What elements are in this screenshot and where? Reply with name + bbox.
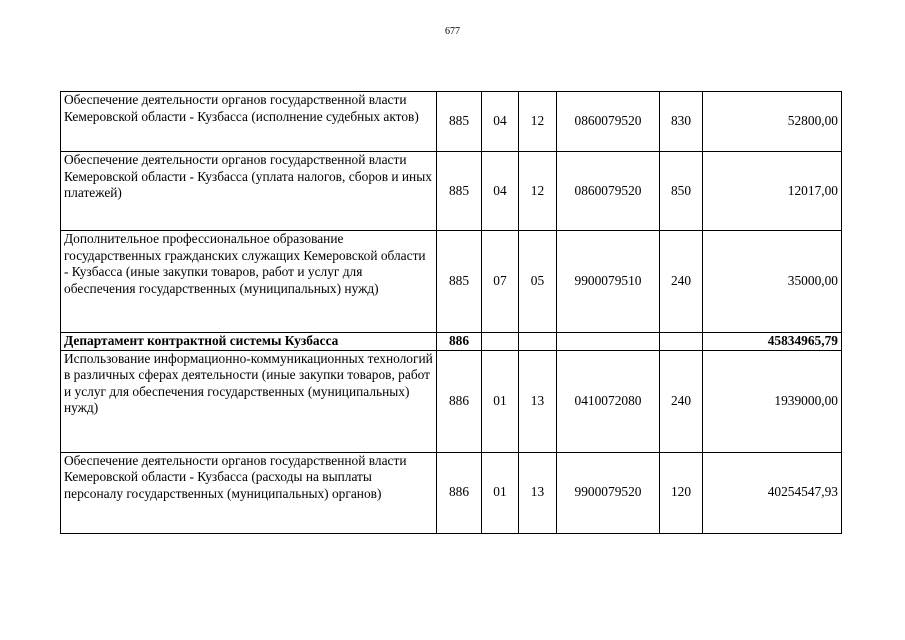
department-total: 45834965,79 xyxy=(703,333,842,351)
page-number: 677 xyxy=(445,26,460,37)
section-code: 07 xyxy=(482,231,519,333)
section-code: 01 xyxy=(482,350,519,452)
expense-type-code: 240 xyxy=(660,231,703,333)
subsection-code: 13 xyxy=(519,452,557,533)
subsection-code: 12 xyxy=(519,152,557,231)
subsection-code: 12 xyxy=(519,92,557,152)
row-name: Обеспечение деятельности органов государственной власти Кемеровской области - Кузбасса (уплата налогов, сборов и иных платежей) xyxy=(61,152,437,231)
ministry-code: 885 xyxy=(437,231,482,333)
table-row xyxy=(61,231,842,333)
department-name: Департамент контрактной системы Кузбасса xyxy=(61,333,437,351)
amount: 40254547,93 xyxy=(703,452,842,533)
amount: 1939000,00 xyxy=(703,350,842,452)
budget-table xyxy=(60,91,842,534)
expense-type-code: 120 xyxy=(660,452,703,533)
table-row xyxy=(61,152,842,231)
expense-type-code: 830 xyxy=(660,92,703,152)
table-row xyxy=(61,350,842,452)
amount: 12017,00 xyxy=(703,152,842,231)
section-code: 01 xyxy=(482,452,519,533)
section-code: 04 xyxy=(482,152,519,231)
subsection-code: 05 xyxy=(519,231,557,333)
expense-type-code: 850 xyxy=(660,152,703,231)
section-code xyxy=(482,333,519,351)
expense-type-code: 240 xyxy=(660,350,703,452)
subsection-code xyxy=(519,333,557,351)
row-name: Использование информационно-коммуникационных технологий в различных сферах деятельности (иные закупки товаров, работ и услуг для обеспечения государственных (муниципальных) нужд) xyxy=(61,350,437,452)
target-code: 0410072080 xyxy=(557,350,660,452)
department-row xyxy=(61,333,842,351)
target-code: 9900079520 xyxy=(557,452,660,533)
target-code xyxy=(557,333,660,351)
table-row xyxy=(61,92,842,152)
amount: 52800,00 xyxy=(703,92,842,152)
ministry-code: 886 xyxy=(437,452,482,533)
amount: 35000,00 xyxy=(703,231,842,333)
row-name: Обеспечение деятельности органов государственной власти Кемеровской области - Кузбасса (исполнение судебных актов) xyxy=(61,92,437,152)
ministry-code: 886 xyxy=(437,333,482,351)
section-code: 04 xyxy=(482,92,519,152)
table-row xyxy=(61,452,842,533)
row-name: Обеспечение деятельности органов государственной власти Кемеровской области - Кузбасса (расходы на выплаты персоналу государственных (муниципальных) органов) xyxy=(61,452,437,533)
target-code: 0860079520 xyxy=(557,152,660,231)
ministry-code: 885 xyxy=(437,152,482,231)
row-name: Дополнительное профессиональное образование государственных гражданских служащих Кемеровской области - Кузбасса (иные закупки товаров, работ и услуг для обеспечения государственных (муниципальных) нужд) xyxy=(61,231,437,333)
ministry-code: 885 xyxy=(437,92,482,152)
target-code: 0860079520 xyxy=(557,92,660,152)
expense-type-code xyxy=(660,333,703,351)
subsection-code: 13 xyxy=(519,350,557,452)
ministry-code: 886 xyxy=(437,350,482,452)
target-code: 9900079510 xyxy=(557,231,660,333)
